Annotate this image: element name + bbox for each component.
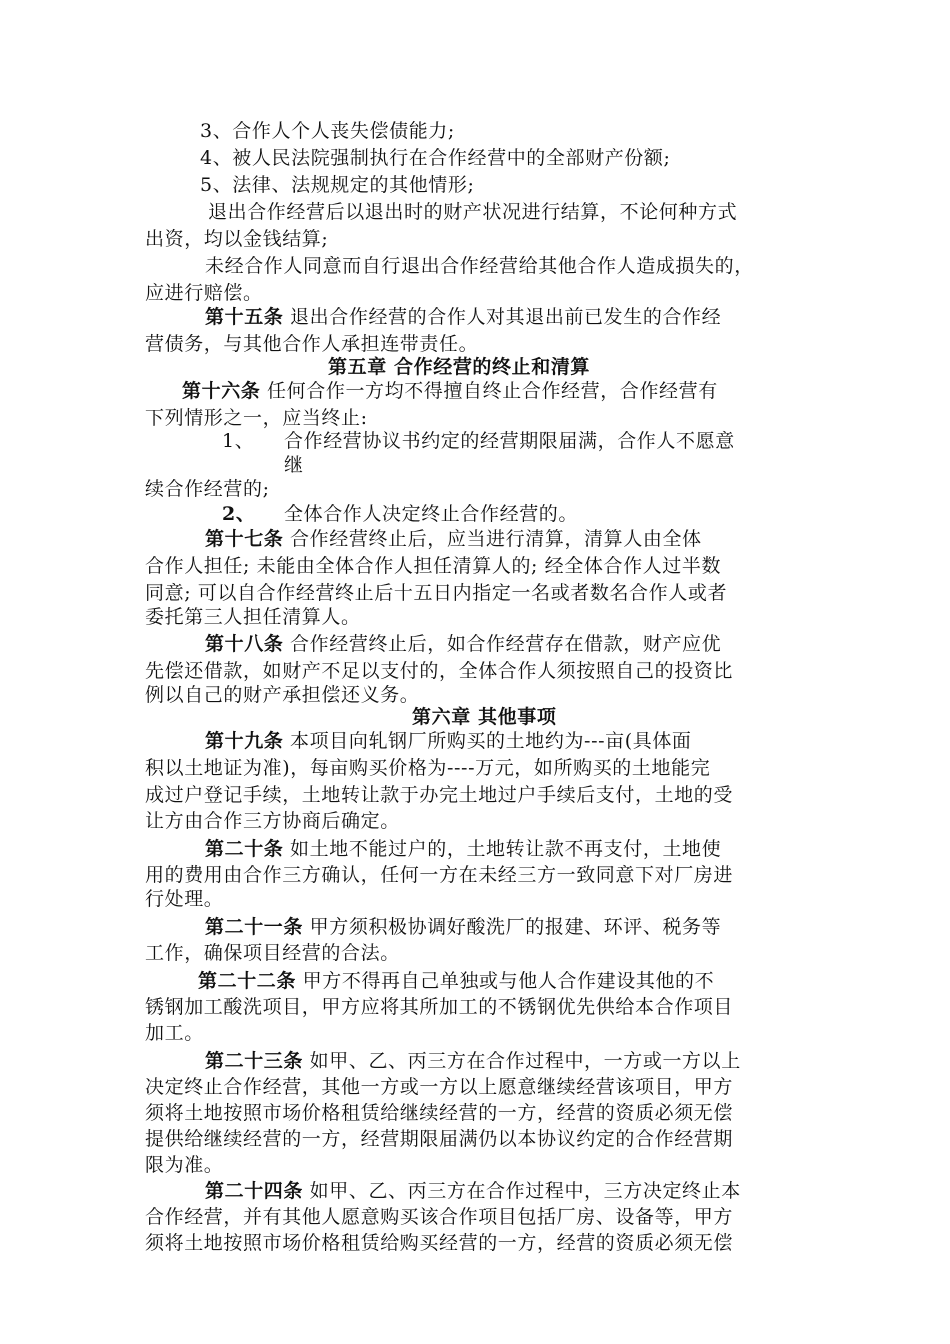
article-line: 第二十二条 甲方不得再自己单独或与他人合作建设其他的不: [198, 970, 715, 992]
text-line: 下列情形之一，应当终止:: [145, 407, 368, 429]
list-item: 2、 全体合作人决定终止合作经营的。: [222, 503, 579, 525]
text-line: 积以土地证为准)，每亩购买价格为----万元，如所购买的土地能完: [145, 757, 711, 779]
article-line: 第十七条 合作经营终止后，应当进行清算，清算人由全体: [205, 528, 702, 550]
text-line: 4、被人民法院强制执行在合作经营中的全部财产份额;: [200, 147, 671, 169]
article-number: 第十九条: [205, 730, 284, 752]
list-item: 1、 合作经营协议书约定的经营期限届满，合作人不愿意: [222, 430, 735, 452]
article-number: 第十八条: [205, 633, 284, 655]
article-number: 第二十三条: [205, 1050, 304, 1072]
text-line: 须将土地按照市场价格租赁给继续经营的一方，经营的资质必须无偿: [145, 1102, 734, 1124]
article-line: 第十五条 退出合作经营的合作人对其退出前已发生的合作经: [205, 306, 722, 328]
list-number: 1、: [222, 430, 255, 452]
text-line: 同意; 可以自合作经营终止后十五日内指定一名或者数名合作人或者: [145, 582, 728, 604]
article-number: 第二十条: [205, 838, 284, 860]
article-line: 第二十一条 甲方须积极协调好酸洗厂的报建、环评、税务等: [205, 916, 722, 938]
text-line: 让方由合作三方协商后确定。: [145, 810, 400, 832]
text-line: 提供给继续经营的一方，经营期限届满仍以本协议约定的合作经营期: [145, 1128, 734, 1150]
chapter-heading: 第六章 其他事项: [412, 706, 557, 728]
article-line: 第二十三条 如甲、乙、丙三方在合作过程中，一方或一方以上: [205, 1050, 741, 1072]
text-line: 应进行赔偿。: [145, 282, 263, 304]
article-line: 第十九条 本项目向轧钢厂所购买的土地约为---亩(具体面: [205, 730, 692, 752]
text-line: 须将土地按照市场价格租赁给购买经营的一方，经营的资质必须无偿: [145, 1232, 734, 1254]
text-line: 行处理。: [145, 888, 224, 910]
text-line: 限为准。: [145, 1154, 224, 1176]
article-number: 第二十四条: [205, 1180, 304, 1202]
text-line: 合作经营，并有其他人愿意购买该合作项目包括厂房、设备等，甲方: [145, 1206, 734, 1228]
text-line: 继: [284, 454, 304, 476]
text-line: 委托第三人担任清算人。: [145, 606, 361, 628]
article-number: 第十七条: [205, 528, 284, 550]
text-line: 营债务，与其他合作人承担连带责任。: [145, 333, 479, 355]
text-line: 例以自己的财产承担偿还义务。: [145, 684, 420, 706]
text-line: 续合作经营的;: [145, 478, 270, 500]
article-number: 第二十一条: [205, 916, 304, 938]
text-line: 合作人担任; 未能由全体合作人担任清算人的; 经全体合作人过半数: [145, 555, 722, 577]
article-line: 第二十四条 如甲、乙、丙三方在合作过程中，三方决定终止本: [205, 1180, 741, 1202]
text-line: 决定终止合作经营，其他一方或一方以上愿意继续经营该项目，甲方: [145, 1076, 734, 1098]
text-line: 工作，确保项目经营的合法。: [145, 942, 400, 964]
article-line: 第二十条 如土地不能过户的，土地转让款不再支付，土地使: [205, 838, 722, 860]
article-number: 第二十二条: [198, 970, 297, 992]
text-line: 先偿还借款，如财产不足以支付的，全体合作人须按照自己的投资比: [145, 660, 734, 682]
text-line: 用的费用由合作三方确认，任何一方在未经三方一致同意下对厂房进: [145, 864, 734, 886]
text-line: 退出合作经营后以退出时的财产状况进行结算，不论何种方式: [208, 201, 738, 223]
list-number: 2、: [222, 503, 256, 525]
text-line: 3、合作人个人丧失偿债能力;: [200, 120, 455, 142]
text-line: 出资，均以金钱结算;: [145, 228, 329, 250]
chapter-heading: 第五章 合作经营的终止和清算: [328, 356, 591, 378]
article-line: 第十六条 任何合作一方均不得擅自终止合作经营，合作经营有: [182, 380, 718, 402]
article-line: 第十八条 合作经营终止后，如合作经营存在借款，财产应优: [205, 633, 722, 655]
article-number: 第十六条: [182, 380, 261, 402]
text-line: 加工。: [145, 1022, 204, 1044]
text-line: 未经合作人同意而自行退出合作经营给其他合作人造成损失的，: [205, 255, 754, 277]
text-line: 成过户登记手续，土地转让款于办完土地过户手续后支付，土地的受: [145, 784, 734, 806]
text-line: 5、法律、法规规定的其他情形;: [200, 174, 475, 196]
article-number: 第十五条: [205, 306, 284, 328]
text-line: 锈钢加工酸洗项目，甲方应将其所加工的不锈钢优先供给本合作项目: [145, 996, 734, 1018]
